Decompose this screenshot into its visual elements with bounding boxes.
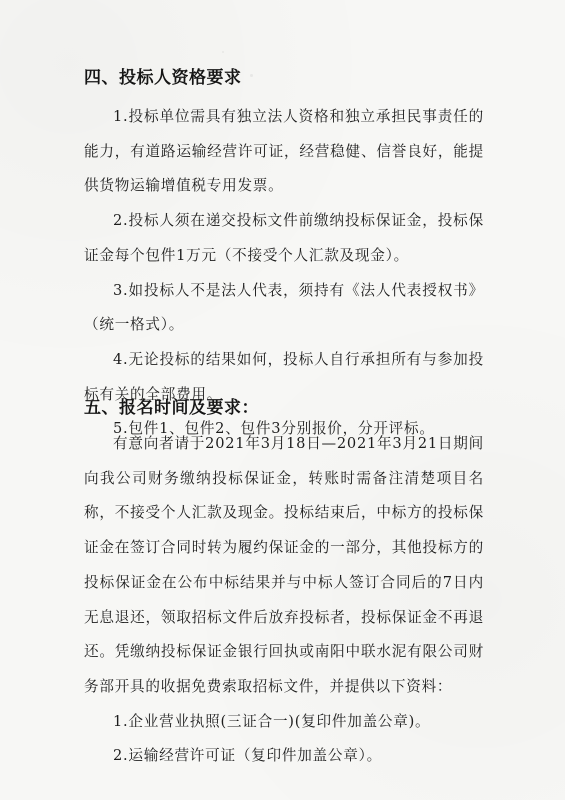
qualification-item: 3.如投标人不是法人代表，须持有《法人代表授权书》（统一格式）。	[84, 281, 484, 334]
registration-section	[84, 396, 484, 774]
qualification-item: 2.投标人须在递交投标文件前缴纳投标保证金，投标保证金每个包件1万元（不接受个人汇款及现金）。	[84, 212, 484, 264]
scan-speck	[222, 51, 224, 53]
qualification-heading: 四、投标人资格要求	[84, 68, 242, 88]
required-document-item: 1.企业营业执照(三证合一)(复印件加盖公章)。	[113, 712, 431, 730]
registration-body: 有意向者请于2021年3月18日—2021年3月21日期间向我公司财务缴纳投标保证金，转账时需备注清楚项目名称，不接受个人汇款及现金。投标结束后，中标方的投标保证金在签订合同时转为履约保证金的一部分，其他投标方的投标保证金在公布中标结果并与中标人签订合同后的7日内无息退还，领取招标文件后放弃投标者，投标保证金不再退还。凭缴纳投标保证金银行回执或南阳中联水泥有限公司财务部开具的收据免费索取招标文件，并提供以下资料：	[84, 435, 484, 695]
qualification-item: 1.投标单位需具有独立法人资格和独立承担民事责任的能力，有道路运输经营许可证，经营稳健、信誉良好，能提供货物运输增值税专用发票。	[84, 108, 484, 195]
registration-heading: 五、报名时间及要求：	[84, 398, 259, 418]
qualification-section	[84, 66, 484, 447]
required-document-item: 2.运输经营许可证（复印件加盖公章）。	[113, 747, 382, 765]
qualification-paragraphs	[84, 100, 484, 447]
qualification-item: 5.包件1、包件2、包件3分别报价，分开评标。	[113, 420, 435, 438]
qualification-item: 4.无论投标的结果如何，投标人自行承担所有与参加投标有关的全部费用。	[84, 350, 484, 403]
registration-paragraphs	[84, 427, 484, 774]
